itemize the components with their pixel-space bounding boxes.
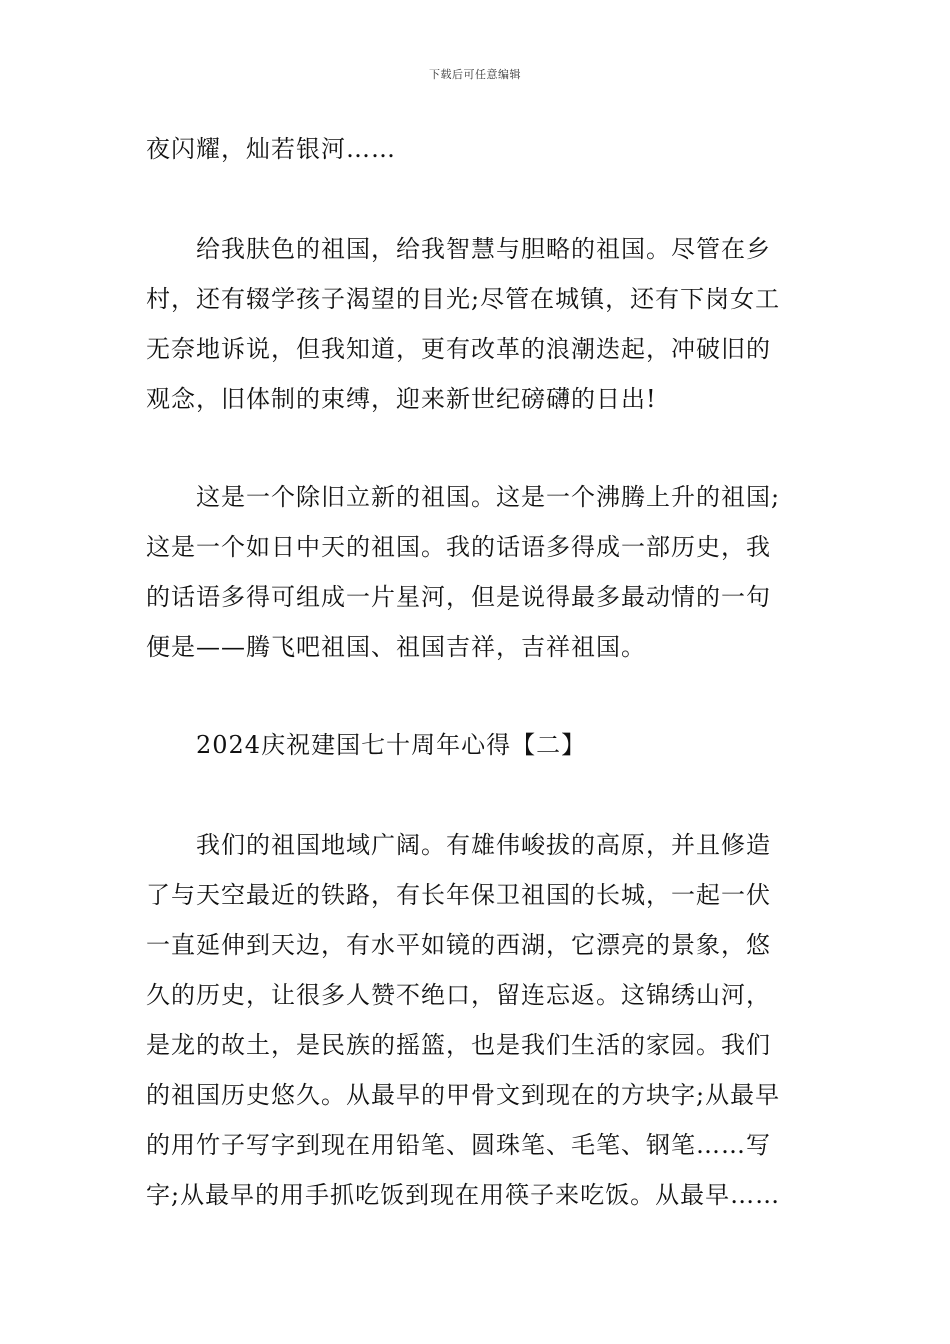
text-line: 久的历史，让很多人赞不绝口，留连忘返。这锦绣山河， xyxy=(146,981,771,1009)
text-line: 一直延伸到天边，有水平如镜的西湖，它漂亮的景象，悠 xyxy=(146,931,771,959)
text-line: 了与天空最近的铁路，有长年保卫祖国的长城，一起一伏 xyxy=(146,881,771,909)
header-note: 下载后可任意编辑 xyxy=(429,68,521,81)
section-heading xyxy=(146,720,810,770)
paragraph-3 xyxy=(146,820,810,1220)
text-line: 这是一个如日中天的祖国。我的话语多得成一部历史，我 xyxy=(146,533,771,561)
text-line: 观念，旧体制的束缚，迎来新世纪磅礴的日出! xyxy=(146,385,657,413)
text-line: 我们的祖国地域广阔。有雄伟峻拔的高原，并且修造 xyxy=(196,831,771,859)
paragraph-1 xyxy=(146,224,810,424)
text-line: 夜闪耀，灿若银河…… xyxy=(146,135,396,163)
text-line: 的话语多得可组成一片星河，但是说得最多最动情的一句 xyxy=(146,583,771,611)
text-line: 便是——腾飞吧祖国、祖国吉祥，吉祥祖国。 xyxy=(146,633,646,661)
text-line: 这是一个除旧立新的祖国。这是一个沸腾上升的祖国; xyxy=(196,483,781,511)
text-line: 的祖国历史悠久。从最早的甲骨文到现在的方块字;从最早 xyxy=(146,1081,781,1109)
text-line: 村，还有辍学孩子渴望的目光;尽管在城镇，还有下岗女工 xyxy=(146,285,781,313)
text-line: 字;从最早的用手抓吃饭到现在用筷子来吃饭。从最早…… xyxy=(146,1181,781,1209)
paragraph-continuation xyxy=(146,124,810,174)
heading-text: 2024庆祝建国七十周年心得【二】 xyxy=(196,731,587,759)
text-line: 的用竹子写字到现在用铅笔、圆珠笔、毛笔、钢笔……写 xyxy=(146,1131,771,1159)
text-line: 给我肤色的祖国，给我智慧与胆略的祖国。尽管在乡 xyxy=(196,235,771,263)
text-line: 无奈地诉说，但我知道，更有改革的浪潮迭起，冲破旧的 xyxy=(146,335,771,363)
paragraph-2 xyxy=(146,472,810,672)
text-line: 是龙的故土，是民族的摇篮，也是我们生活的家园。我们 xyxy=(146,1031,771,1059)
